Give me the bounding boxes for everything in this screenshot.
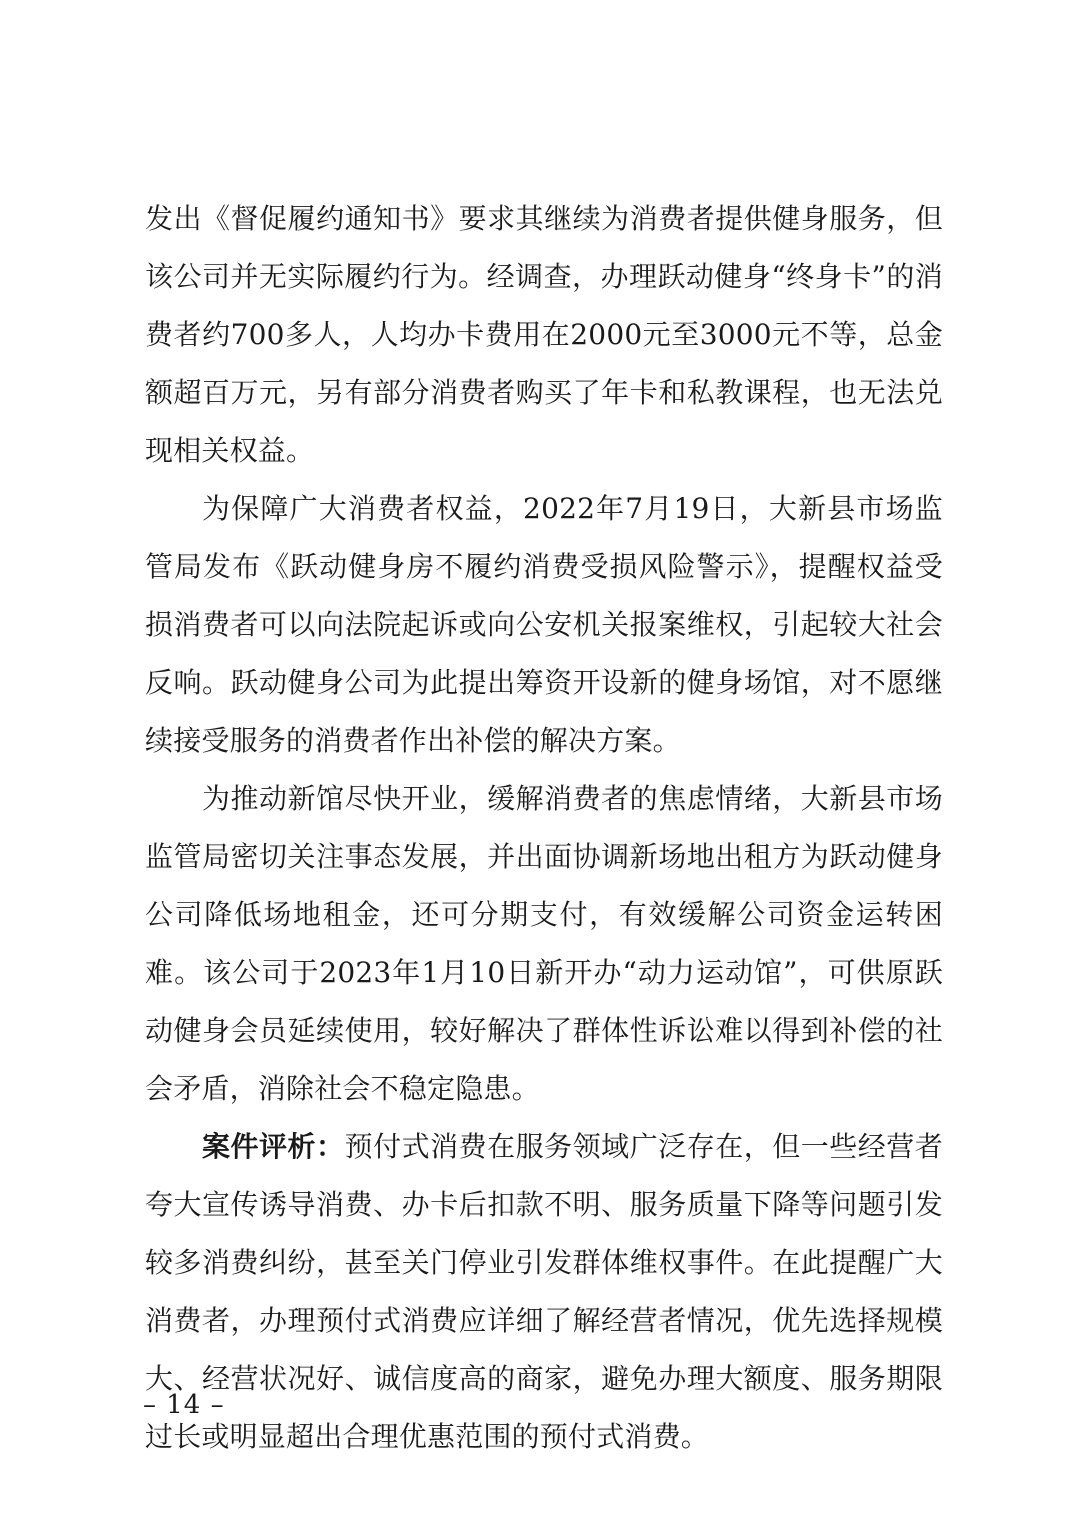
paragraph-warning — [145, 480, 943, 770]
paragraph-analysis — [145, 1118, 943, 1466]
paragraph-text: 为保障广大消费者权益，2022年7月19日，大新县市场监管局发布《跃动健身房不履约消费受损风险警示》，提醒权益受损消费者可以向法院起诉或向公安机关报案维权，引起较大社会反响。跃动健身公司为此提出筹资开设新的健身场馆，对不愿继续接受服务的消费者作出补偿的解决方案。 — [145, 492, 943, 757]
page-number: – 14 – — [143, 1390, 225, 1420]
case-analysis-heading: 案件评析： — [202, 1130, 345, 1163]
paragraph-continuation — [145, 190, 943, 480]
paragraph-text: 发出《督促履约通知书》要求其继续为消费者提供健身服务，但该公司并无实际履约行为。经调查，办理跃动健身“终身卡”的消费者约700多人，人均办卡费用在2000元至3000元不等，总金额超百万元，另有部分消费者购买了年卡和私教课程，也无法兑现相关权益。 — [145, 202, 943, 467]
paragraph-text: 为推动新馆尽快开业，缓解消费者的焦虑情绪，大新县市场监管局密切关注事态发展，并出面协调新场地出租方为跃动健身公司降低场地租金，还可分期支付，有效缓解公司资金运转困难。该公司于2023年1月10日新开办“动力运动馆”，可供原跃动健身会员延续使用，较好解决了群体性诉讼难以得到补偿的社会矛盾，消除社会不稳定隐患。 — [145, 782, 943, 1105]
paragraph-text: 预付式消费在服务领域广泛存在，但一些经营者夸大宣传诱导消费、办卡后扣款不明、服务质量下降等问题引发较多消费纠纷，甚至关门停业引发群体维权事件。在此提醒广大消费者，办理预付式消费应详细了解经营者情况，优先选择规模大、经营状况好、诚信度高的商家，避免办理大额度、服务期限过长或明显超出合理优惠范围的预付式消费。 — [145, 1130, 943, 1453]
document-body — [145, 190, 943, 1466]
paragraph-resolution — [145, 770, 943, 1118]
